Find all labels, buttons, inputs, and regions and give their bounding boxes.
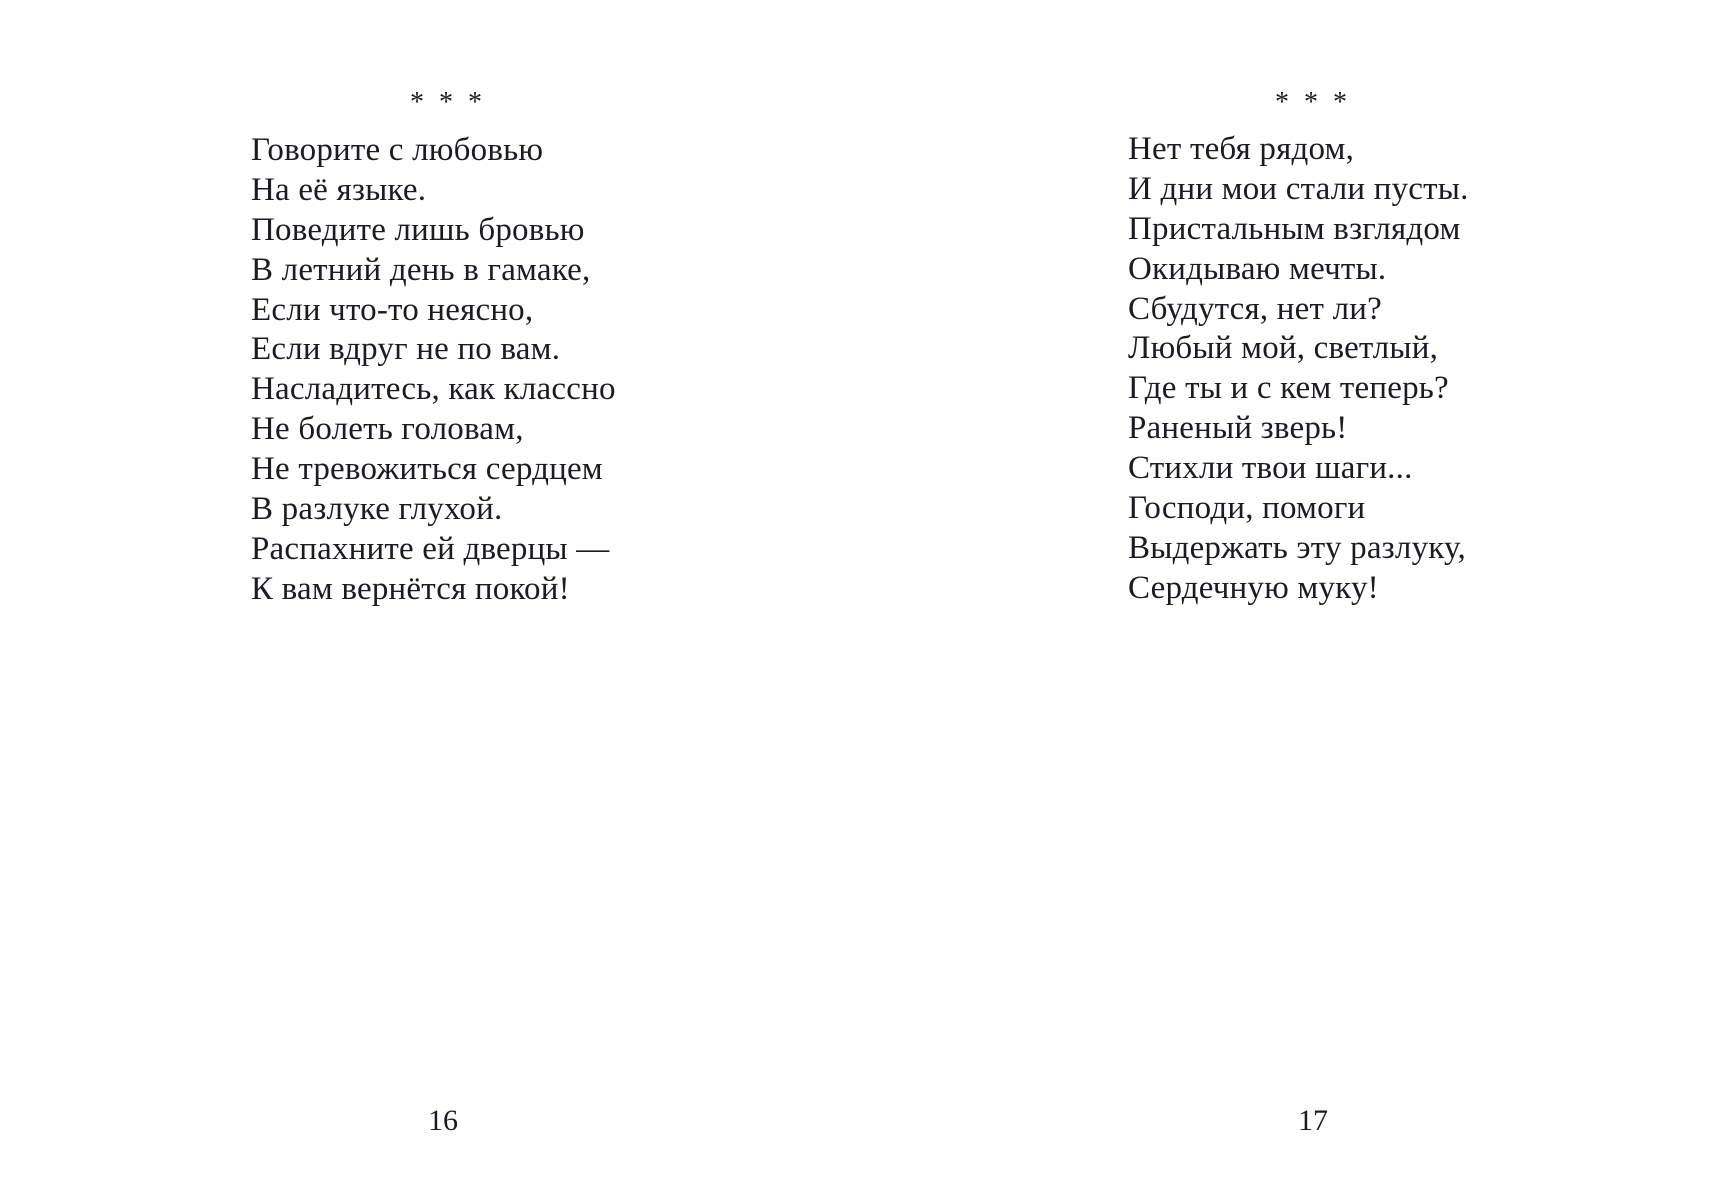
poem-line: Раненый зверь!: [1128, 410, 1348, 447]
right-page: [860, 0, 1720, 1201]
poem-line: Сбудутся, нет ли?: [1128, 290, 1382, 327]
poem-line: Не тревожиться сердцем: [251, 451, 603, 488]
poem-line: На её языке.: [251, 171, 427, 208]
poem-line: Говорите с любовью: [251, 132, 544, 168]
section-separator: * * *: [1275, 87, 1351, 118]
poem-line: И дни мои стали пусты.: [1128, 170, 1469, 207]
poem-line: Если что-то неясно,: [251, 291, 534, 328]
poem: [1128, 130, 1469, 609]
left-page: [0, 0, 860, 1201]
poem-line: Распахните ей дверцы —: [251, 530, 610, 567]
poem-line: Господи, помоги: [1128, 490, 1366, 527]
poem: [251, 131, 616, 610]
poem-line: В летний день в гамаке,: [251, 251, 591, 288]
poem-line: В разлуке глухой.: [251, 491, 503, 528]
poem-line: Выдержать эту разлуку,: [1128, 529, 1466, 566]
poem-line: Стихли твои шаги...: [1128, 450, 1413, 487]
poem-line: Насладитесь, как классно: [251, 371, 616, 408]
poem-line: Не болеть головам,: [251, 411, 524, 448]
poem-line: Где ты и с кем теперь?: [1128, 370, 1449, 407]
poem-line: Поведите лишь бровью: [251, 211, 585, 248]
poem-line: Сердечную муку!: [1128, 569, 1379, 606]
poem-line: К вам вернётся покой!: [251, 570, 570, 607]
poem-line: Любый мой, светлый,: [1128, 330, 1439, 367]
poem-line: Пристальным взглядом: [1128, 210, 1461, 247]
poem-line: Нет тебя рядом,: [1128, 131, 1355, 167]
poem-line: Если вдруг не по вам.: [251, 331, 561, 368]
page-number: 16: [428, 1104, 458, 1137]
section-separator: * * *: [410, 87, 486, 118]
poem-line: Окидываю мечты.: [1128, 250, 1387, 287]
page-number: 17: [1298, 1104, 1328, 1137]
